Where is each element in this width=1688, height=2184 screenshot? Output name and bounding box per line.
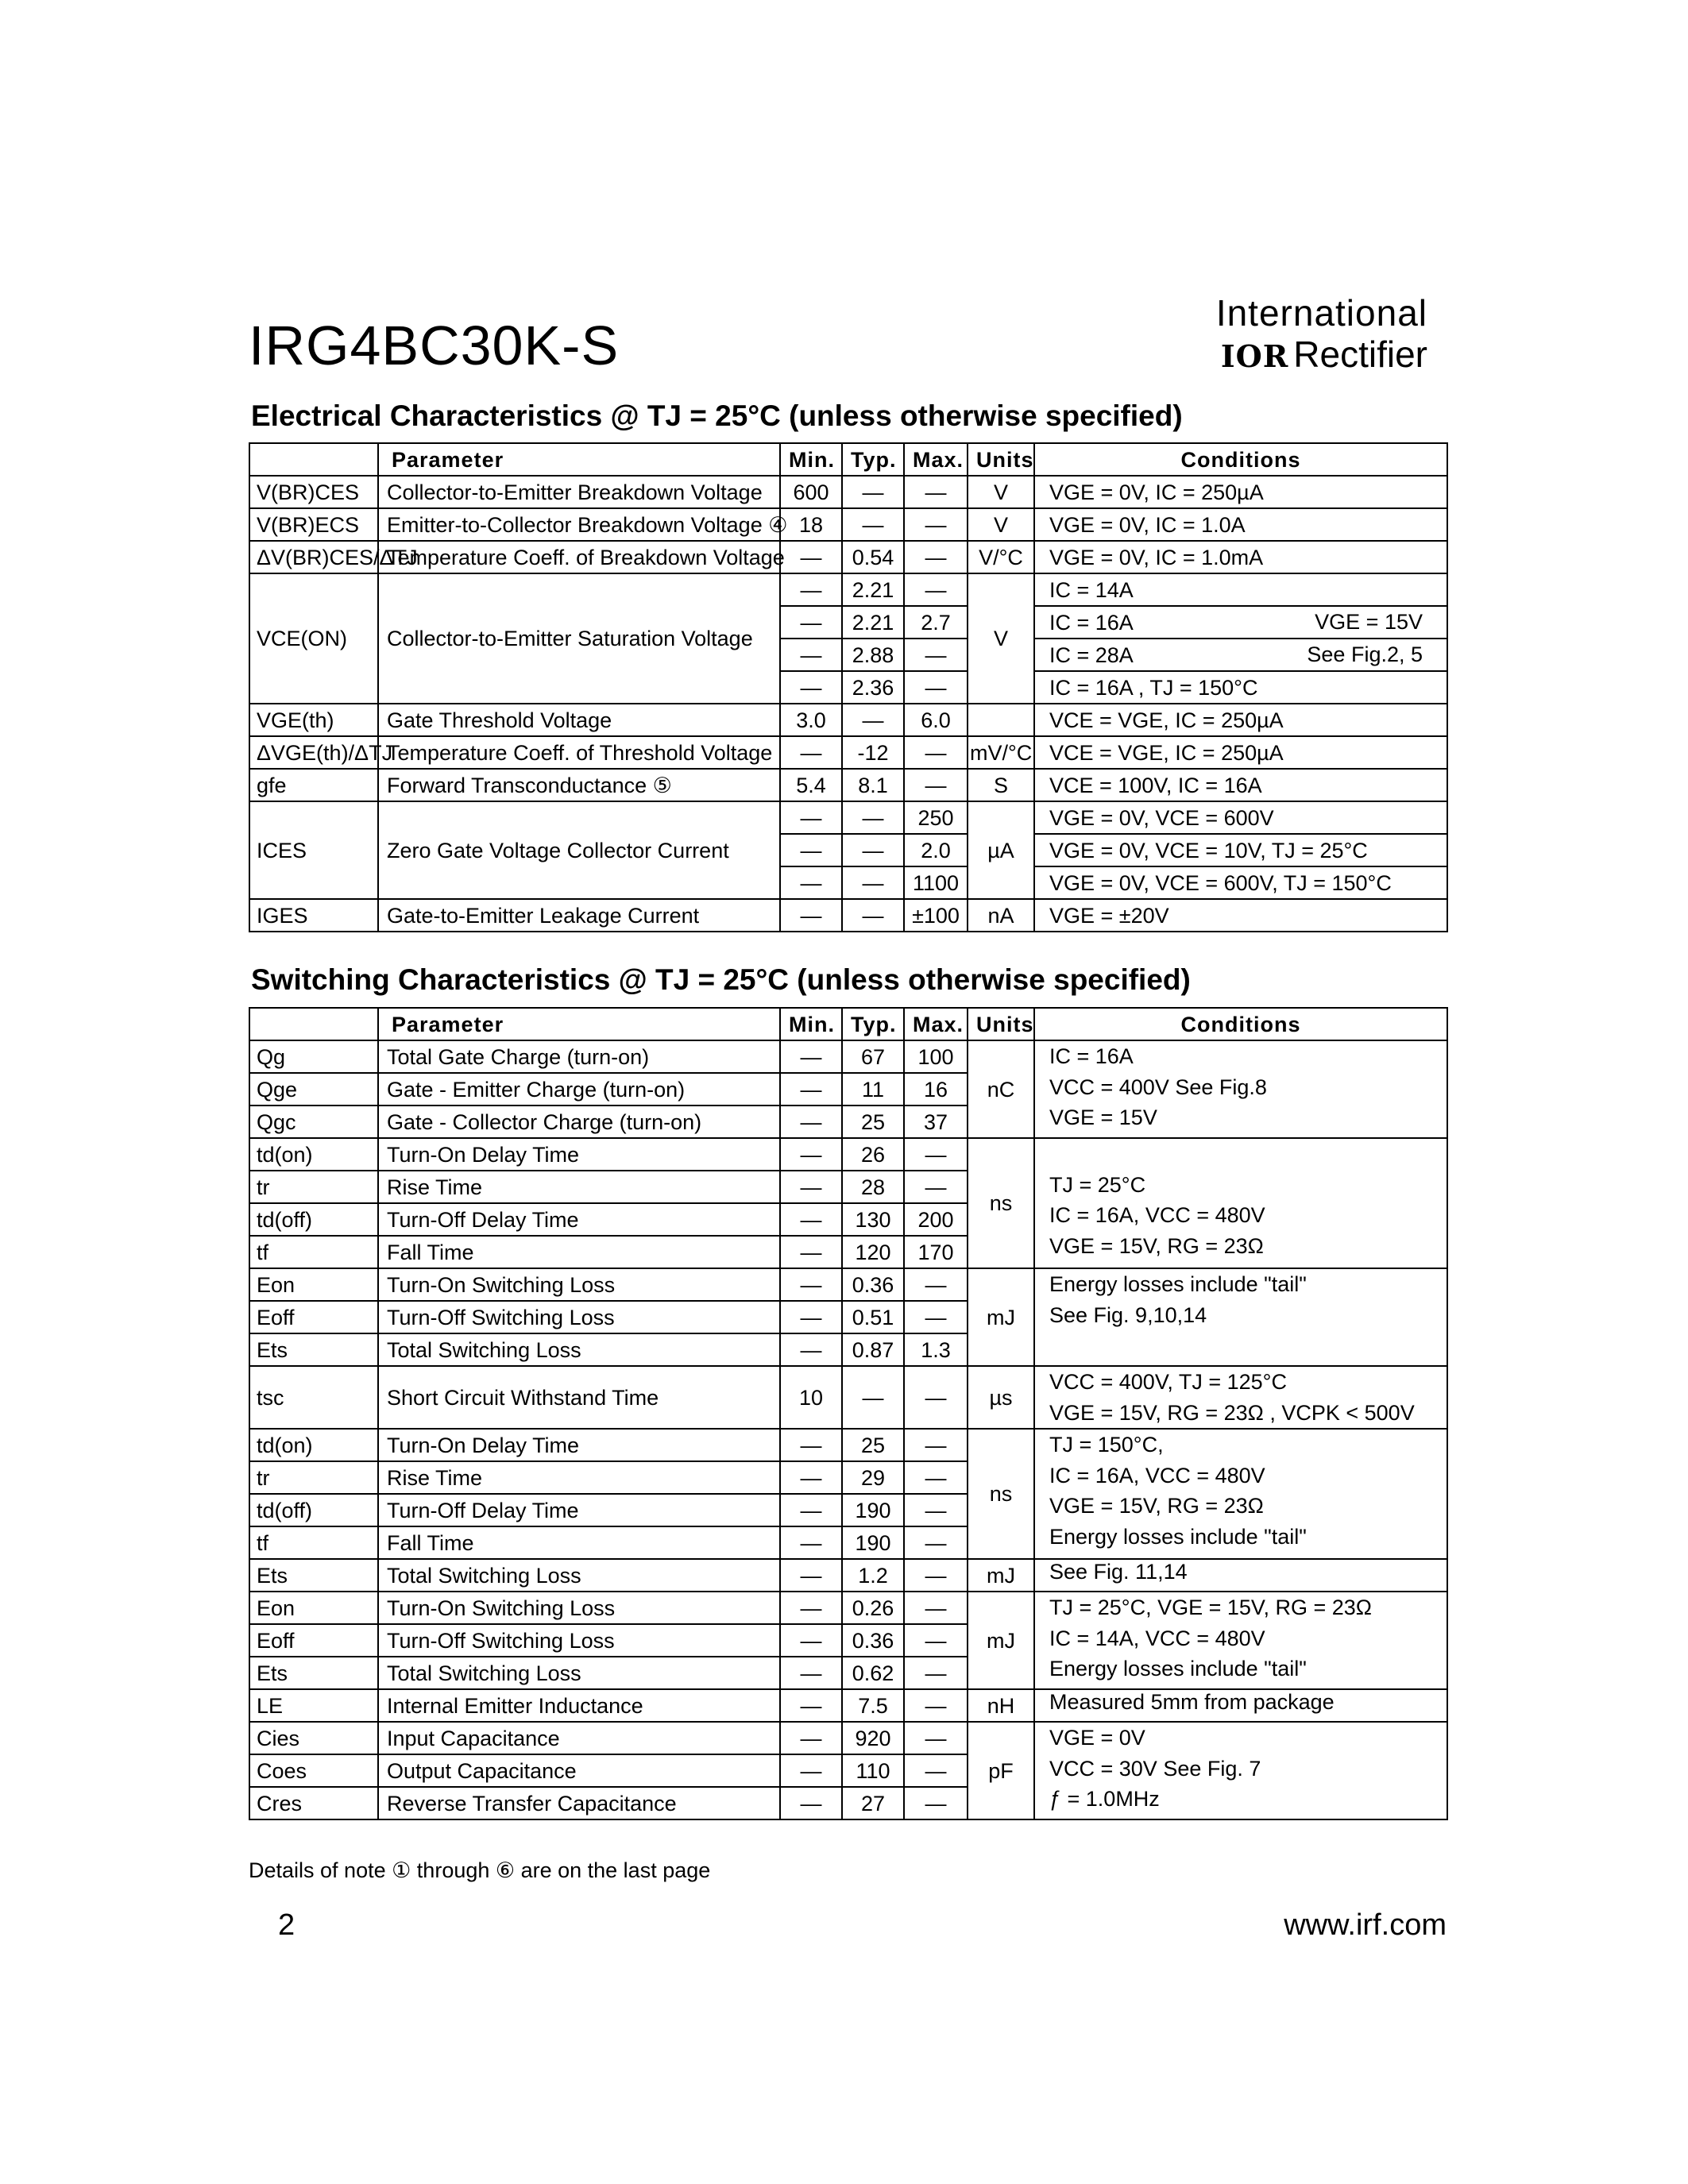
symbol-cell: Cies — [249, 1722, 378, 1754]
min-cell: — — [780, 1301, 842, 1333]
condition-line: ƒ = 1.0MHz — [1049, 1787, 1160, 1811]
units-cell: nH — [968, 1689, 1034, 1722]
max-cell: — — [904, 1429, 968, 1461]
conditions-cell: VGE = 0V, IC = 1.0mA — [1034, 541, 1447, 573]
conditions-cell: VGE = 0V, VCE = 10V, TJ = 25°C — [1034, 834, 1447, 866]
min-cell: — — [780, 1787, 842, 1819]
min-cell: — — [780, 801, 842, 834]
brand-logo — [1216, 292, 1427, 377]
symbol-cell: Eon — [249, 1592, 378, 1624]
parameter-cell: Gate - Collector Charge (turn-on) — [378, 1106, 780, 1138]
conditions-cell — [1034, 1429, 1447, 1559]
typ-cell: — — [842, 704, 904, 736]
conditions-cell: VCE = VGE, IC = 250µA — [1034, 704, 1447, 736]
min-cell: — — [780, 541, 842, 573]
symbol-cell: td(off) — [249, 1203, 378, 1236]
max-cell: 16 — [904, 1073, 968, 1106]
conditions-cell: VGE = 0V, VCE = 600V, TJ = 150°C — [1034, 866, 1447, 899]
parameter-cell: Total Gate Charge (turn-on) — [378, 1040, 780, 1073]
typ-cell: 190 — [842, 1526, 904, 1559]
condition-line: VGE = 15V — [1049, 1106, 1157, 1129]
units-cell — [968, 704, 1034, 736]
table-row — [249, 736, 1447, 769]
table-header-row — [249, 443, 1447, 476]
units-cell: mJ — [968, 1592, 1034, 1689]
min-cell: — — [780, 1138, 842, 1171]
min-cell: — — [780, 1203, 842, 1236]
symbol-cell: Coes — [249, 1754, 378, 1787]
typ-cell: 11 — [842, 1073, 904, 1106]
min-cell: 18 — [780, 508, 842, 541]
min-cell: — — [780, 1657, 842, 1689]
typ-cell: 920 — [842, 1722, 904, 1754]
typ-cell: -12 — [842, 736, 904, 769]
typ-cell: — — [842, 508, 904, 541]
max-cell: 1100 — [904, 866, 968, 899]
brand-line-1: International — [1215, 292, 1427, 334]
typ-header: Typ. — [842, 443, 904, 476]
conditions-cell: VGE = ±20V — [1034, 899, 1447, 932]
symbol-cell: VGE(th) — [249, 704, 378, 736]
typ-cell: 2.88 — [842, 639, 904, 671]
units-cell: pF — [968, 1722, 1034, 1819]
parameter-cell: Zero Gate Voltage Collector Current — [378, 801, 780, 899]
max-cell: — — [904, 1722, 968, 1754]
condition-line: VGE = 15V, RG = 23Ω , VCPK < 500V — [1049, 1400, 1415, 1425]
condition-line — [1049, 1139, 1439, 1170]
max-cell: — — [904, 1461, 968, 1494]
max-cell: — — [904, 1689, 968, 1722]
max-cell: 170 — [904, 1236, 968, 1268]
max-header: Max. — [904, 443, 968, 476]
symbol-cell: Qg — [249, 1040, 378, 1073]
max-cell: 6.0 — [904, 704, 968, 736]
typ-cell: 190 — [842, 1494, 904, 1526]
max-cell: — — [904, 1592, 968, 1624]
min-cell: — — [780, 1689, 842, 1722]
max-cell: — — [904, 1526, 968, 1559]
max-header: Max. — [904, 1008, 968, 1040]
switching-characteristics-table — [249, 1007, 1448, 1820]
table-row — [249, 541, 1447, 573]
units-header: Units — [968, 443, 1034, 476]
typ-cell: 7.5 — [842, 1689, 904, 1722]
conditions-cell: VGE = 0V, VCE = 600V — [1034, 801, 1447, 834]
min-cell: — — [780, 671, 842, 704]
symbol-cell: td(on) — [249, 1429, 378, 1461]
conditions-cell — [1034, 1138, 1447, 1268]
max-cell: — — [904, 671, 968, 704]
symbol-cell: Ets — [249, 1657, 378, 1689]
conditions-cell: VCE = VGE, IC = 250µA — [1034, 736, 1447, 769]
typ-cell: — — [842, 1366, 904, 1429]
table-row — [249, 1559, 1447, 1592]
min-cell: — — [780, 899, 842, 932]
condition-line: Measured 5mm from package — [1049, 1690, 1335, 1714]
parameter-cell: Temperature Coeff. of Threshold Voltage — [378, 736, 780, 769]
table-row — [249, 1722, 1447, 1754]
min-cell: — — [780, 573, 842, 606]
typ-cell: 0.87 — [842, 1333, 904, 1366]
parameter-header: Parameter — [378, 1008, 780, 1040]
parameter-cell: Gate - Emitter Charge (turn-on) — [378, 1073, 780, 1106]
conditions-cell — [1034, 606, 1447, 639]
max-cell: — — [904, 1787, 968, 1819]
min-cell: — — [780, 1333, 842, 1366]
symbol-cell: td(off) — [249, 1494, 378, 1526]
units-header: Units — [968, 1008, 1034, 1040]
min-cell: 5.4 — [780, 769, 842, 801]
typ-cell: 110 — [842, 1754, 904, 1787]
max-cell: — — [904, 1268, 968, 1301]
footnote: Details of note ① through ⑥ are on the last page — [249, 1858, 711, 1882]
symbol-cell: tf — [249, 1526, 378, 1559]
typ-cell: 29 — [842, 1461, 904, 1494]
symbol-cell: LE — [249, 1689, 378, 1722]
min-cell: — — [780, 1106, 842, 1138]
table-row — [249, 769, 1447, 801]
min-cell: — — [780, 639, 842, 671]
condition-line: Energy losses include "tail" — [1049, 1272, 1307, 1296]
parameter-cell: Total Switching Loss — [378, 1559, 780, 1592]
table-row — [249, 1592, 1447, 1624]
typ-cell: 0.36 — [842, 1624, 904, 1657]
min-cell: — — [780, 1073, 842, 1106]
parameter-cell: Reverse Transfer Capacitance — [378, 1787, 780, 1819]
parameter-cell: Turn-Off Switching Loss — [378, 1301, 780, 1333]
max-cell: — — [904, 1301, 968, 1333]
condition-text: IC = 28A — [1049, 642, 1134, 667]
table-row — [249, 1689, 1447, 1722]
symbol-cell: gfe — [249, 769, 378, 801]
conditions-cell — [1034, 1366, 1447, 1429]
max-cell: 1.3 — [904, 1333, 968, 1366]
typ-cell: 27 — [842, 1787, 904, 1819]
symbol-cell: V(BR)CES — [249, 476, 378, 508]
max-cell: ±100 — [904, 899, 968, 932]
units-cell: µA — [968, 801, 1034, 899]
units-cell: nA — [968, 899, 1034, 932]
units-cell: µs — [968, 1366, 1034, 1429]
min-cell: — — [780, 1624, 842, 1657]
condition-line: VCC = 400V, TJ = 125°C — [1049, 1370, 1287, 1394]
typ-cell: 130 — [842, 1203, 904, 1236]
conditions-header: Conditions — [1034, 443, 1447, 476]
max-cell: 37 — [904, 1106, 968, 1138]
symbol-cell: Cres — [249, 1787, 378, 1819]
parameter-cell: Turn-Off Delay Time — [378, 1494, 780, 1526]
max-cell: — — [904, 1624, 968, 1657]
condition-line: VGE = 0V — [1049, 1726, 1145, 1750]
parameter-cell: Forward Transconductance ⑤ — [378, 769, 780, 801]
symbol-cell: Qge — [249, 1073, 378, 1106]
website-url: www.irf.com — [1284, 1908, 1447, 1942]
units-cell: S — [968, 769, 1034, 801]
condition-line: IC = 16A, VCC = 480V — [1049, 1463, 1265, 1488]
symbol-cell: Ets — [249, 1333, 378, 1366]
max-cell: 2.0 — [904, 834, 968, 866]
typ-cell: 8.1 — [842, 769, 904, 801]
condition-line: VGE = 15V, RG = 23Ω — [1049, 1233, 1264, 1258]
ior-logo-mark: IOR — [1220, 338, 1289, 374]
table-row — [249, 899, 1447, 932]
typ-cell: 28 — [842, 1171, 904, 1203]
table-row — [249, 801, 1447, 834]
parameter-cell: Rise Time — [378, 1171, 780, 1203]
parameter-cell: Collector-to-Emitter Saturation Voltage — [378, 573, 780, 704]
condition-line: IC = 16A — [1049, 1044, 1134, 1068]
electrical-characteristics-title: Electrical Characteristics @ TJ = 25°C (unless otherwise specified) — [251, 399, 1183, 432]
parameter-cell: Gate-to-Emitter Leakage Current — [378, 899, 780, 932]
condition-text: IC = 16A , TJ = 150°C — [1049, 675, 1258, 700]
parameter-cell: Total Switching Loss — [378, 1333, 780, 1366]
conditions-cell — [1034, 671, 1447, 704]
condition-line: VCC = 30V See Fig. 7 — [1049, 1756, 1261, 1781]
max-cell: — — [904, 1559, 968, 1592]
typ-cell: 26 — [842, 1138, 904, 1171]
condition-line: Energy losses include "tail" — [1049, 1657, 1307, 1680]
min-cell: 10 — [780, 1366, 842, 1429]
max-cell: — — [904, 639, 968, 671]
condition-line: TJ = 25°C, VGE = 15V, RG = 23Ω — [1049, 1596, 1372, 1619]
table-row — [249, 1366, 1447, 1429]
max-cell: 100 — [904, 1040, 968, 1073]
symbol-cell: Eoff — [249, 1624, 378, 1657]
symbol-cell: ΔV(BR)CES/ΔTJ — [249, 541, 378, 573]
units-cell: mV/°C — [968, 736, 1034, 769]
typ-cell: 2.36 — [842, 671, 904, 704]
max-cell: 2.7 — [904, 606, 968, 639]
max-cell: — — [904, 541, 968, 573]
symbol-cell: td(on) — [249, 1138, 378, 1171]
table-header-row — [249, 1008, 1447, 1040]
conditions-cell: VGE = 0V, IC = 250µA — [1034, 476, 1447, 508]
min-cell: — — [780, 1494, 842, 1526]
symbol-cell: Ets — [249, 1559, 378, 1592]
typ-cell: — — [842, 834, 904, 866]
min-cell: — — [780, 1461, 842, 1494]
condition-text: IC = 14A — [1049, 577, 1134, 602]
typ-cell: — — [842, 899, 904, 932]
table-row — [249, 508, 1447, 541]
typ-cell: 25 — [842, 1106, 904, 1138]
symbol-cell: Eoff — [249, 1301, 378, 1333]
min-cell: — — [780, 1592, 842, 1624]
parameter-cell: Total Switching Loss — [378, 1657, 780, 1689]
brand-line-2 — [1216, 334, 1427, 377]
parameter-cell: Output Capacitance — [378, 1754, 780, 1787]
max-cell: — — [904, 508, 968, 541]
units-cell: V — [968, 508, 1034, 541]
table-row — [249, 573, 1447, 606]
parameter-cell: Emitter-to-Collector Breakdown Voltage ④ — [378, 508, 780, 541]
min-cell: — — [780, 1268, 842, 1301]
max-cell: — — [904, 736, 968, 769]
parameter-header: Parameter — [378, 443, 780, 476]
typ-cell: 2.21 — [842, 573, 904, 606]
typ-cell: 67 — [842, 1040, 904, 1073]
symbol-cell: tr — [249, 1461, 378, 1494]
symbol-cell: tr — [249, 1171, 378, 1203]
min-cell: — — [780, 606, 842, 639]
min-cell: — — [780, 866, 842, 899]
condition-line: IC = 14A, VCC = 480V — [1049, 1626, 1265, 1650]
units-cell: V — [968, 476, 1034, 508]
symbol-header — [249, 443, 378, 476]
min-header: Min. — [780, 1008, 842, 1040]
conditions-cell — [1034, 639, 1447, 671]
parameter-cell: Gate Threshold Voltage — [378, 704, 780, 736]
parameter-cell: Fall Time — [378, 1526, 780, 1559]
condition-line: IC = 16A, VCC = 480V — [1049, 1203, 1265, 1227]
typ-cell: 0.36 — [842, 1268, 904, 1301]
conditions-cell — [1034, 1592, 1447, 1689]
parameter-cell: Fall Time — [378, 1236, 780, 1268]
symbol-cell: V(BR)ECS — [249, 508, 378, 541]
units-cell: V/°C — [968, 541, 1034, 573]
typ-cell: 25 — [842, 1429, 904, 1461]
typ-cell: — — [842, 801, 904, 834]
conditions-cell — [1034, 1722, 1447, 1819]
typ-cell: 0.54 — [842, 541, 904, 573]
conditions-cell — [1034, 573, 1447, 606]
max-cell: — — [904, 769, 968, 801]
table-row — [249, 1040, 1447, 1073]
parameter-cell: Temperature Coeff. of Breakdown Voltage — [378, 541, 780, 573]
conditions-cell — [1034, 1040, 1447, 1138]
typ-cell: 0.62 — [842, 1657, 904, 1689]
table-row — [249, 1138, 1447, 1171]
max-cell: — — [904, 1138, 968, 1171]
symbol-cell: ΔVGE(th)/ΔTJ — [249, 736, 378, 769]
part-number-title: IRG4BC30K-S — [249, 314, 620, 376]
typ-cell: 0.51 — [842, 1301, 904, 1333]
max-cell: — — [904, 1171, 968, 1203]
parameter-cell: Internal Emitter Inductance — [378, 1689, 780, 1722]
parameter-cell: Short Circuit Withstand Time — [378, 1366, 780, 1429]
max-cell: — — [904, 1494, 968, 1526]
typ-cell: 0.26 — [842, 1592, 904, 1624]
min-cell: 600 — [780, 476, 842, 508]
condition-line: See Fig. 9,10,14 — [1049, 1302, 1207, 1327]
parameter-cell: Turn-Off Delay Time — [378, 1203, 780, 1236]
max-cell: — — [904, 476, 968, 508]
brand-rectifier: Rectifier — [1293, 334, 1427, 375]
table-row — [249, 476, 1447, 508]
condition-line: See Fig. 11,14 — [1049, 1560, 1188, 1584]
symbol-cell: IGES — [249, 899, 378, 932]
conditions-cell: VCE = 100V, IC = 16A — [1034, 769, 1447, 801]
symbol-cell: VCE(ON) — [249, 573, 378, 704]
parameter-cell: Turn-On Switching Loss — [378, 1592, 780, 1624]
condition-line: TJ = 25°C — [1049, 1172, 1146, 1197]
conditions-cell — [1034, 1689, 1447, 1722]
parameter-cell: Turn-On Delay Time — [378, 1429, 780, 1461]
units-cell: ns — [968, 1138, 1034, 1268]
typ-cell: 2.21 — [842, 606, 904, 639]
condition-line: VGE = 15V, RG = 23Ω — [1049, 1494, 1264, 1518]
units-cell: mJ — [968, 1268, 1034, 1366]
conditions-cell — [1034, 1268, 1447, 1366]
condition-text: IC = 16A — [1049, 610, 1134, 635]
symbol-cell: Qgc — [249, 1106, 378, 1138]
condition-note: VGE = 15V — [1315, 610, 1423, 634]
parameter-cell: Turn-Off Switching Loss — [378, 1624, 780, 1657]
page-number: 2 — [278, 1908, 295, 1942]
min-cell: — — [780, 1526, 842, 1559]
symbol-cell: tsc — [249, 1366, 378, 1429]
symbol-cell: ICES — [249, 801, 378, 899]
min-cell: — — [780, 1722, 842, 1754]
conditions-cell — [1034, 1559, 1447, 1592]
typ-cell: 1.2 — [842, 1559, 904, 1592]
max-cell: 250 — [904, 801, 968, 834]
parameter-cell: Collector-to-Emitter Breakdown Voltage — [378, 476, 780, 508]
typ-header: Typ. — [842, 1008, 904, 1040]
min-header: Min. — [780, 443, 842, 476]
min-cell: — — [780, 1236, 842, 1268]
min-cell: 3.0 — [780, 704, 842, 736]
typ-cell: — — [842, 476, 904, 508]
symbol-cell: tf — [249, 1236, 378, 1268]
parameter-cell: Turn-On Switching Loss — [378, 1268, 780, 1301]
typ-cell: — — [842, 866, 904, 899]
typ-cell: 120 — [842, 1236, 904, 1268]
condition-line — [1049, 1330, 1439, 1361]
condition-line: Energy losses include "tail" — [1049, 1524, 1307, 1549]
units-cell: V — [968, 573, 1034, 704]
min-cell: — — [780, 1171, 842, 1203]
table-row — [249, 1429, 1447, 1461]
symbol-header — [249, 1008, 378, 1040]
max-cell: — — [904, 1366, 968, 1429]
min-cell: — — [780, 1040, 842, 1073]
min-cell: — — [780, 736, 842, 769]
units-cell: mJ — [968, 1559, 1034, 1592]
max-cell: — — [904, 573, 968, 606]
min-cell: — — [780, 834, 842, 866]
switching-characteristics-title: Switching Characteristics @ TJ = 25°C (unless otherwise specified) — [251, 963, 1191, 996]
symbol-cell: Eon — [249, 1268, 378, 1301]
min-cell: — — [780, 1429, 842, 1461]
table-row — [249, 704, 1447, 736]
electrical-characteristics-table — [249, 442, 1448, 932]
condition-line: TJ = 150°C, — [1049, 1433, 1164, 1457]
condition-line: VCC = 400V See Fig.8 — [1049, 1075, 1267, 1099]
table-row — [249, 1268, 1447, 1301]
parameter-cell: Input Capacitance — [378, 1722, 780, 1754]
parameter-cell: Turn-On Delay Time — [378, 1138, 780, 1171]
min-cell: — — [780, 1559, 842, 1592]
conditions-header: Conditions — [1034, 1008, 1447, 1040]
min-cell: — — [780, 1754, 842, 1787]
units-cell: nC — [968, 1040, 1034, 1138]
conditions-cell: VGE = 0V, IC = 1.0A — [1034, 508, 1447, 541]
parameter-cell: Rise Time — [378, 1461, 780, 1494]
condition-note: See Fig.2, 5 — [1307, 642, 1423, 666]
units-cell: ns — [968, 1429, 1034, 1559]
max-cell: 200 — [904, 1203, 968, 1236]
max-cell: — — [904, 1657, 968, 1689]
max-cell: — — [904, 1754, 968, 1787]
